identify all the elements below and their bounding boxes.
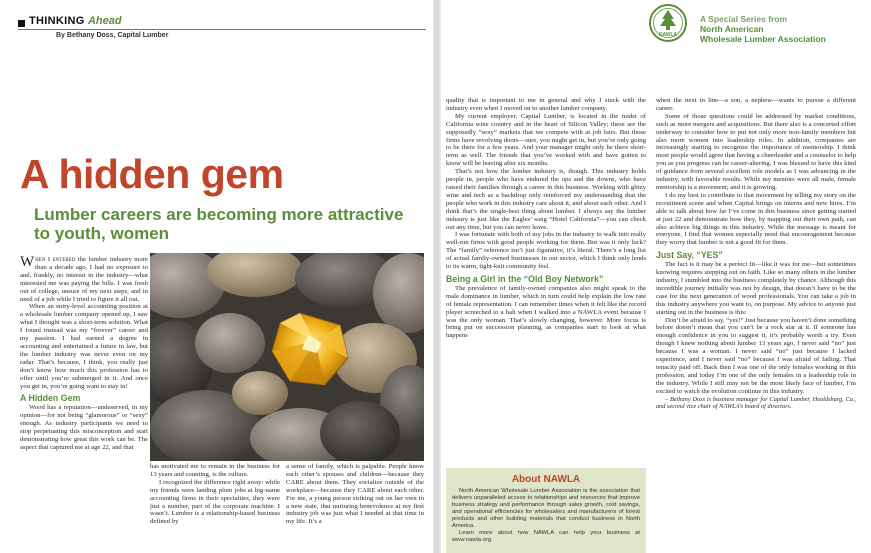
lead-text: the lumber industry more than a decade ago, I had no exposure to and, frankly, no interest in the industry—what interested me was paying the bills. I was fresh out of college, unsure of my next steps, and in need of a job while I tried to figure it all out.: [20, 256, 148, 303]
paragraph: Learn more about how NAWLA can help your business at www.nawla.org.: [452, 530, 640, 543]
series-line-1: A Special Series from: [700, 14, 788, 24]
subhead-just-say-yes: Just Say, “YES”: [656, 250, 723, 261]
paragraph: Some of those questions could be addressed by market conditions, such as more mergers and acquisitions. But there also is a concerted effort underway to consider how to put not only more non-family members but also more women into leadership roles. In addition, companies are increasingly starting to recognize the importance of mentorship. I think most people would agree that having a cheerleader and a counselor to help you as you progress can be career-altering. I was blessed to have this kind of guidance from several excellent role models as I was advancing in the industry, with favorable results. While my mentors were all male, female mentorship is a movement; and it is growing.: [656, 112, 856, 191]
paragraph: Don’t be afraid to say, “yes!” Just because you haven’t done something before doesn’t mean that you can’t be a rock star at it. If someone has enough confidence in you to suggest it, it’s probably worth a try. Even though I knew nothing about lumber 13 years ago, I never said “no” just because I was a woman. I never said “no” just because I lacked experience, and I never said “no” because I was afraid of failing. That tenacity paid off. Back then I was one of the only females working in this profession, and today I’m one of the only females in a leadership role in the industry. While I still may not be the most likely face of lumber, I’m excited to watch the evolution continue in this industry.: [656, 316, 856, 395]
headline-title: A hidden gem: [20, 151, 284, 197]
series-label: [700, 14, 826, 44]
paragraph: North American Wholesale Lumber Association is the association that delivers unparalleled access to relationships and resources that improve business strategy and performance through sales growth, cost savings, and operational efficiencies for wholesalers and manufacturers of forest products and other building materials that conduct business in North America.: [452, 488, 640, 529]
section-label: [29, 15, 122, 27]
gem-among-stones-photo: [150, 253, 424, 461]
paragraph: a sense of family, which is palpable. People know each other’s spouses and children—because they CARE about them. They socialize outside of the workplace—because they CARE about each other. For me, a young person striking out on her own in a new state, that nurturing benevolence at my first industry job was just what I needed at that time in my life. It’s a: [286, 463, 424, 526]
paragraph: has motivated me to remain in the business for 13 years and counting, is the culture.: [150, 463, 280, 478]
article-column-3: [286, 463, 424, 553]
paragraph: My current employer, Capital Lumber, is located in the midst of California wine country and in the heart of Silicon Valley; these are the supposedly “sexy” markets that we compete with at job fairs. But those firms have revolving doors—sure, you might get in, but you’re only going to be there for a few years. And your manager might only be there short-term as well. The friends that you’ve worked with and have gotten to know will be leaving after six months.: [446, 112, 646, 168]
lead-paragraph: [20, 256, 148, 303]
paragraph: quality that is important to me in general and why I stuck with the industry even when I moved on to another lumber company.: [446, 97, 646, 112]
subhead-hidden-gem: A Hidden Gem: [20, 393, 81, 404]
headline-subtitle: Lumber careers are becoming more attractive to youth, women: [34, 205, 404, 243]
author-note: – Bethany Doss is business manager for Capital Lumber, Healdsburg, Ca., and second vice chair of NAWLA’s board of directors.: [656, 395, 856, 411]
about-nawla-heading: About NAWLA: [511, 474, 581, 485]
section-marker: [18, 20, 25, 27]
article-column-4: [446, 97, 646, 462]
about-nawla-box: [446, 468, 646, 553]
article-column-5: [656, 97, 856, 553]
paragraph: The prevalence of family-owned companies also might speak to the male dominance in lumber, which in turn could help explain the low rate of female representation. I can remember times when it felt like the record player screeched to a halt when I walked into a NAWLA event because I was the only woman. That’s slowly changing, however. More focus is being put on succession planning, as companies start to look at what happens: [446, 284, 646, 340]
paragraph: when the next in line—a son, a nephew—wants to pursue a different career.: [656, 97, 856, 112]
nawla-logo: [648, 3, 688, 43]
paragraph: I recognized the difference right away: while my friends were landing plum jobs at big-name accounting firms in their specialties, they were just a number, part of the corporate machine. I wasn’t. Lumber is a relationship-based business defined by: [150, 478, 280, 526]
paragraph: When an entry-level accounting position at a wholesale lumber company opened up, I saw what I thought was a short-term solution. What I found instead was my “forever” career and my passion. I had earned a degree in accounting and entertained a future in law, but the lumber industry was never even on my radar. That’s because, I think, you really just don’t know how much this profession has to offer until you’re submerged in it. And once you get in, you’re going want to stay in!: [20, 303, 148, 390]
logo-text: NAWLA: [658, 32, 678, 38]
article-column-1: [20, 256, 148, 553]
paragraph: Wood has a reputation—undeserved, in my opinion—for not being “glamorous” or “sexy” enough. As industry participants we need to stop perpetuating this misconception and start demonstrating how great this work can be. The aspect that captured me at age 22, and that: [20, 404, 148, 451]
series-line-3: Wholesale Lumber Association: [700, 34, 826, 44]
lead-smallcaps: hen I entered: [35, 256, 76, 263]
article-column-2: [150, 463, 280, 553]
paragraph: That’s not how the lumber industry is, though. This industry holds people in, people who have endured the ups and the downs, who have raised their families through a career in this business. Working with glitzy wine and tech as a backdrop only reinforced my understanding that the people who work in this industry care about it, and about each other. And I think that’s the single-best thing about lumber. I always say the lumber industry is just like the Eagles’ song “Hotel California”—you can check out any time, but you can never leave.: [446, 168, 646, 231]
subhead-old-boy-network: Being a Girl in the “Old Boy Network”: [446, 273, 604, 284]
page-gutter: [433, 0, 441, 553]
paragraph: I was fortunate with both of my jobs in the industry to walk into really well-run firms with good people working for them. But was it only luck? The “family” reference isn’t just figurative, it’s literal. There’s a long list of actual family-owned businesses in our sector, which I think only lends to its warm, tight-knit community feel.: [446, 231, 646, 271]
paragraph: I do my best to contribute to that movement by telling my story on the recruitment scene and when Capital brings on interns and new hires. I’m able to talk about how far I’ve come in this business since getting started at just 22 and demonstrate how they, by mapping out their own path, can also achieve big things in this industry. While the message is meant for everyone, I find that women especially need that encouragement because they worry that lumber is not a good fit for them.: [656, 191, 856, 247]
series-line-2: North American: [700, 24, 764, 34]
header-rule: [18, 29, 426, 30]
section-label-text: THINKING: [29, 15, 85, 27]
paragraph: The fact is it may be a perfect fit—like it was for me—but sometimes knowing requires stepping out on faith. Like so many others in the lumber industry, I stumbled into the business completely by chance. Although this incredible journey initially was not by design, that doesn’t have to be the case for the next generation of wood professionals. You can take a job in this industry anywhere you want to, on purpose. My advice to anyone just starting out in the business is this:: [656, 261, 856, 316]
section-label-accent: Ahead: [87, 15, 122, 27]
byline: By Bethany Doss, Capital Lumber: [56, 32, 169, 39]
about-nawla-text: [452, 488, 640, 544]
drop-cap: W: [20, 256, 35, 270]
